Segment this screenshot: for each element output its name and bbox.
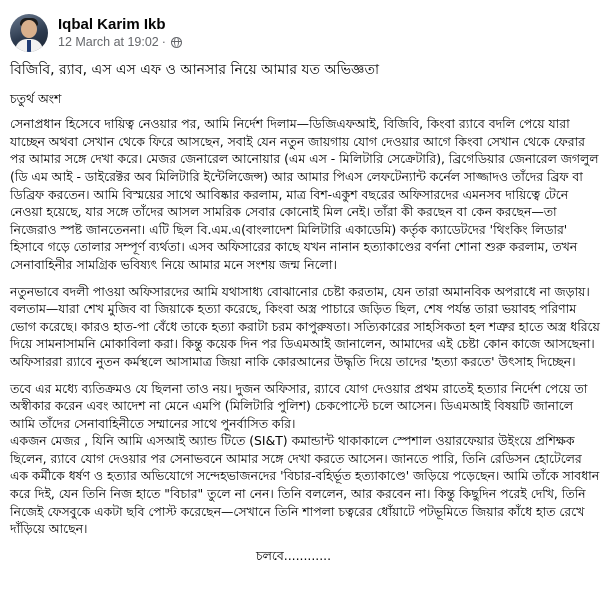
avatar[interactable]	[10, 14, 48, 52]
post-meta	[58, 16, 182, 50]
part-label: চতুর্থ অংশ	[10, 90, 62, 106]
post-timestamp[interactable]: 12 March at 19:02	[58, 35, 159, 49]
globe-icon[interactable]	[171, 37, 182, 48]
post-paragraph: নতুনভাবে বদলী পাওয়া অফিসারদের আমি যথাসাধ্য বোঝানোর চেষ্টা করতাম, যেন তারা অমানবিক অপরাধে না জড়ায়। বলতাম—যারা শেখ মুজিব বা জিয়াকে হত্যা করেছে, কিংবা অস্ত্র পাচারে জড়িত ছিল, শেষ পর্যন্ত তারা ভয়াবহ পরিণাম ভোগ করেছে। কারও হাত-পা বেঁধে তাকে হত্যা করাটা চরম কাপুরুষতা। সত্যিকারের সাহসিকতা হল শত্রুর হাতে অস্ত্র ধরিয়ে দিয়ে সামনাসামনি মোকাবিলা করা। কিন্তু কয়েক দিন পর ডিএমআই জানালেন, আমাদের এই চেষ্টা কোন কাজে আসছেনা। অফিসাররা র‍্যাবে নুতন কর্মস্থলে আসামাত্র জিয়া নাকি কোরআনের উদ্ধৃতি দিয়ে তাদের 'হত্যা করতে' উৎসাহ দিচ্ছেন।	[10, 283, 600, 369]
post-header	[10, 10, 601, 56]
post-title: বিজিবি, র‍্যাব, এস এস এফ ও আনসার নিয়ে আমার যত অভিজ্ঞতা	[10, 62, 380, 78]
post-body	[10, 62, 601, 564]
avatar-face	[21, 20, 37, 38]
post-timeline	[58, 34, 182, 50]
author-name[interactable]: Iqbal Karim Ikb	[58, 16, 166, 33]
timestamp-separator: ·	[161, 35, 166, 49]
post-paragraph: তবে এর মধ্যে ব্যতিক্রমও যে ছিলনা তাও নয়। দুজন অফিসার, র‍্যাবে যোগ দেওয়ার প্রথম রাতেই হত্যার নির্দেশ পেয়ে তা অস্বীকার করেন এবং আদেশ না মেনে এমপি (মিলিটারি পুলিশ) চেকপোস্টে চলে আসেন। ডিএমআই বিষয়টি জানালে আমি তাঁদের সেনাবাহিনীতে সম্মানের সাথে পুনর্বাসিত করি। একজন মেজর , যিনি আমি এসআই অ্যান্ড টিতে (SI&T) কমান্ডান্ট থাকাকালে স্পেশাল ওয়ারফেয়ার উইংয়ে প্রশিক্ষক ছিলেন, র‍্যাবে যোগ দেওয়ার পর সেনাভবনে আমার সঙ্গে দেখা করতে আসেন। জানতে পারি, তিনি রেডিসন হোটেলের এক কর্মীকে ধর্ষণ ও হত্যার অভিযোগে সন্দেহভাজনদের 'বিচার-বহির্ভূত হত্যাকাণ্ডে' জড়িয়ে পড়েছেন। আমি তাঁকে সাবধান করে দিই, যেন তিনি নিজ হাতে "বিচার" তুলে না নেন। তিনি বললেন, আর করবেন না। কিন্তু কিছুদিন পরেই দেখি, তিনি নিজেই ফেসবুকে একটা ছবি পোস্ট করেছেন—সেখানে তিনি শাপলা চত্বরের ধোঁয়াটে পটভূমিতে জিয়ার কাঁধে হাত রেখে দাঁড়িয়ে আছেন।	[10, 380, 600, 537]
avatar-tie	[27, 40, 31, 52]
post-paragraph: সেনাপ্রধান হিসেবে দায়িত্ব নেওয়ার পর, আমি নির্দেশ দিলাম—ডিজিএফআই, বিজিবি, কিংবা র‍্যাবে বদলি পেয়ে যারা যাচ্ছেন অথবা সেখান থেকে ফিরে আসছেন, সবাই যেন নতুন জায়গায় যোগ দেওয়ার আগে কিংবা সেখান থেকে ফেরার পর আমার সঙ্গে দেখা করে। মেজর জেনারেল আনোয়ার (এম এস - মিলিটারি সেক্রেটারি), ব্রিগেডিয়ার জেনারেল জগলুল (ডি এম আই - ডাইরেক্টর অব মিলিটারি ইন্টেলিজেন্স) আর আমার পিএস লেফটেন্যান্ট কর্নেল সাজ্জাদও তাঁদের ব্রিফ বা ডিব্রিফ করতেন। আমি বিস্ময়ের সাথে আবিষ্কার করলাম, মাত্র বিশ-একুশ বছরের অফিসারদের এমনসব দায়িত্বে টেনে নেওয়া হয়েছে, যার সঙ্গে তাঁদের আসল সামরিক সেবার কোনোই মিল নেই। তাঁরা কী করছেন বা কেন করছেন—তা নিজেরাও স্পষ্ট জানতেননা। এটি ছিল বি.এম.এ(বাংলাদেশ মিলিটারি একাডেমি) কর্তৃক ক্যাডেটদের 'থিংকিং লিডার' হিসাবে গড়ে তোলার সম্পূর্ণ ব্যর্থতা। এসব অফিসারের কাছে যখন নানান হত্যাকাণ্ডের বর্ণনা শোনা শুরু করলাম, তখন সেনাবাহিনীর সামগ্রিক ভবিষ্যৎ নিয়ে আমার মনে সংশয় জন্ম নিলো।	[10, 116, 599, 272]
continue-text: চলবে............	[256, 547, 332, 563]
